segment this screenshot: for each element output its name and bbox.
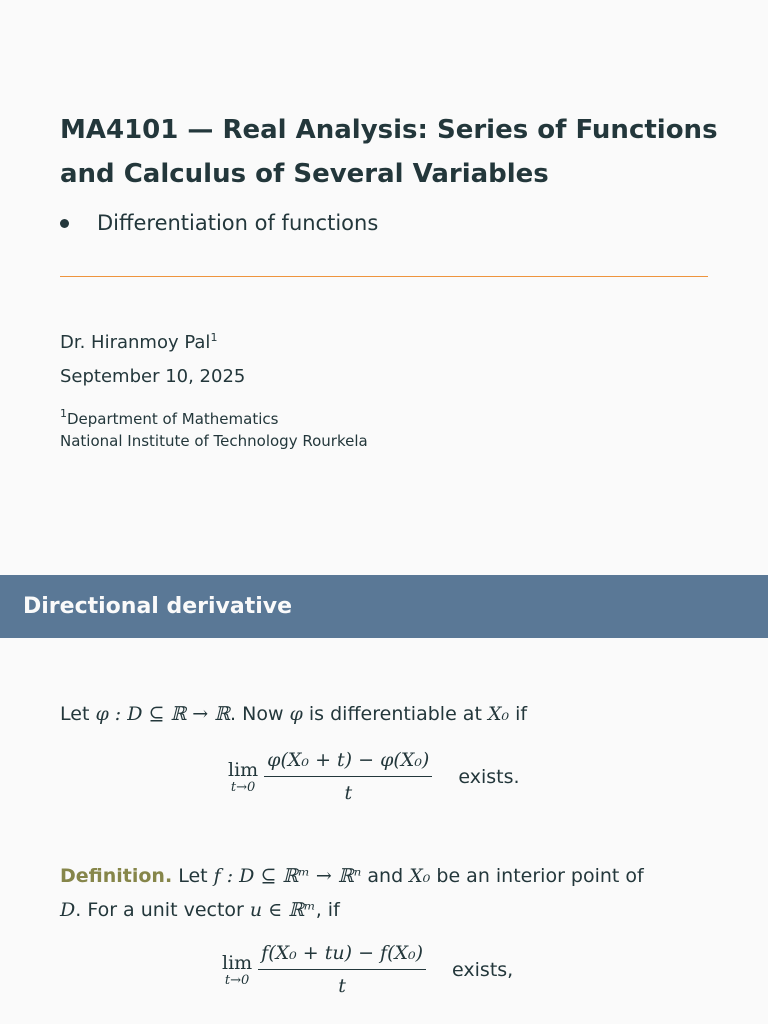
author bbox=[60, 330, 217, 356]
definition-label: Definition. bbox=[60, 865, 173, 887]
definition-line-1 bbox=[60, 862, 644, 890]
presentation-title: MA4101 — Real Analysis: Series of Functions and Calculus of Several Variables bbox=[60, 115, 718, 189]
intro-point: X₀ bbox=[487, 703, 510, 725]
definition-text-e: , if bbox=[315, 899, 340, 921]
definition-text-d: . For a unit vector bbox=[75, 899, 250, 921]
definition-line-2 bbox=[60, 896, 340, 924]
limit-trailing-text: exists, bbox=[452, 958, 514, 981]
fraction-denominator: t bbox=[338, 975, 346, 997]
lim-subscript: t→0 bbox=[224, 972, 250, 988]
limit-trailing-text: exists. bbox=[458, 765, 520, 788]
definition-text-c: be an interior point of bbox=[430, 865, 644, 887]
lim-word: lim bbox=[228, 758, 259, 781]
limit-equation-1 bbox=[228, 748, 520, 805]
definition-point: X₀ bbox=[409, 865, 431, 887]
frame-title: Directional derivative bbox=[23, 594, 293, 619]
subtitle-item bbox=[60, 208, 378, 238]
affiliation-footnote-mark: 1 bbox=[60, 407, 67, 420]
lim-subscript: t→0 bbox=[230, 779, 256, 795]
definition-vector: u ∈ ℝᵐ bbox=[249, 899, 316, 921]
intro-mid: . Now bbox=[230, 703, 290, 725]
affiliation-department: Department of Mathematics bbox=[67, 410, 279, 428]
subtitle-text: Differentiation of functions bbox=[97, 211, 379, 235]
definition-text-a: Let bbox=[172, 865, 214, 887]
fraction-numerator: f(X₀ + tu) − f(X₀) bbox=[258, 941, 426, 970]
intro-map: φ : D ⊆ ℝ → ℝ bbox=[95, 703, 231, 725]
lim-word: lim bbox=[222, 951, 253, 974]
bullet-icon bbox=[60, 219, 69, 228]
affiliation bbox=[60, 408, 368, 452]
intro-text: is differentiable at bbox=[302, 703, 488, 725]
fraction bbox=[258, 941, 426, 998]
intro-prefix: Let bbox=[60, 703, 96, 725]
limit-operator bbox=[222, 952, 252, 988]
limit-operator bbox=[228, 759, 258, 795]
presentation-date: September 10, 2025 bbox=[60, 366, 246, 387]
definition-map: f : D ⊆ ℝᵐ → ℝⁿ bbox=[213, 865, 362, 887]
affiliation-institute: National Institute of Technology Rourkela bbox=[60, 432, 368, 450]
intro-phi: φ bbox=[289, 703, 303, 725]
definition-set: D bbox=[60, 899, 76, 921]
frame-title-bar bbox=[0, 575, 768, 638]
intro-suffix: if bbox=[509, 703, 528, 725]
fraction-numerator: φ(X₀ + t) − φ(X₀) bbox=[264, 748, 432, 777]
intro-line bbox=[60, 700, 527, 728]
definition-text-b: and bbox=[361, 865, 410, 887]
fraction bbox=[264, 748, 432, 805]
author-name: Dr. Hiranmoy Pal bbox=[60, 332, 211, 353]
limit-equation-2 bbox=[222, 941, 513, 998]
author-footnote-mark: 1 bbox=[210, 331, 218, 344]
fraction-denominator: t bbox=[344, 782, 353, 804]
title-divider bbox=[60, 276, 708, 277]
